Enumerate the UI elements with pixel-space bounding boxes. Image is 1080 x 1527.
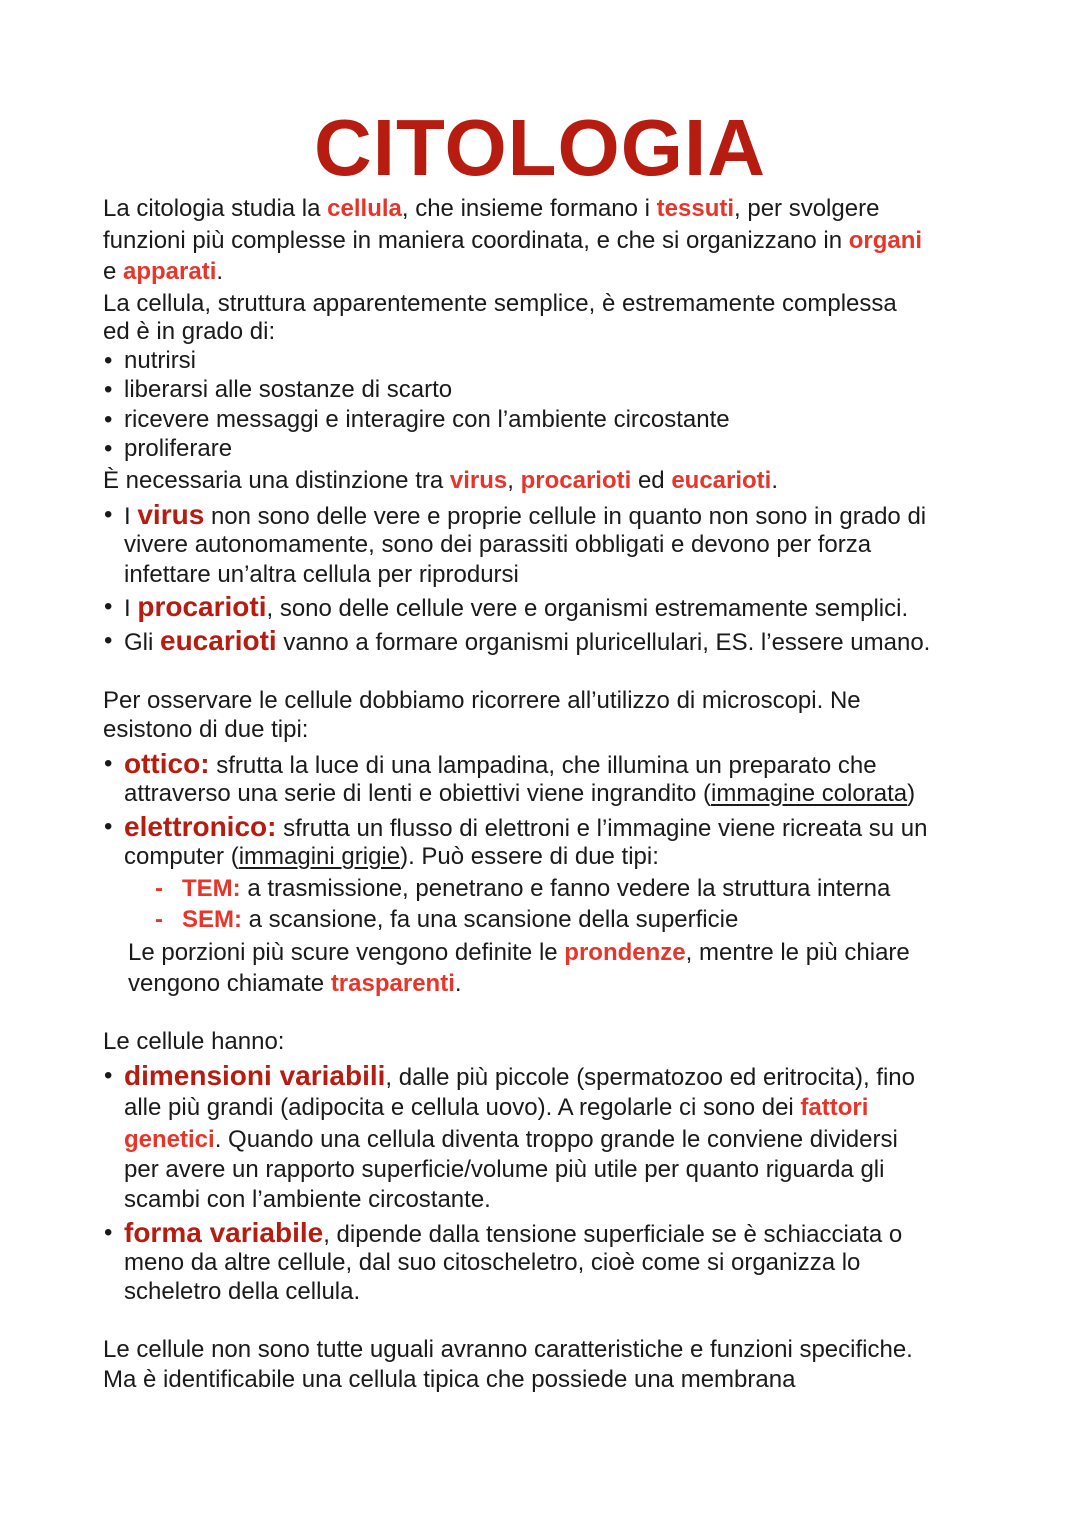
text-line [124, 1125, 898, 1155]
text-segment: I [124, 595, 138, 622]
underlined-text: immagine colorata [711, 780, 908, 807]
highlighted-term: virus [449, 467, 508, 494]
highlighted-term: SEM: [182, 906, 242, 933]
text-line [124, 530, 871, 560]
text-line [124, 1185, 491, 1215]
text-segment: Ma è identificabile una cellula tipica che possiede una membrana [103, 1366, 796, 1393]
text-segment: computer ( [124, 843, 239, 870]
text-segment: La cellula, struttura apparentemente semplice, è estremamente complessa [103, 290, 897, 317]
highlighted-term: organi [848, 227, 923, 254]
highlighted-term: TEM: [182, 875, 241, 902]
highlighted-term: fattori [800, 1094, 869, 1121]
text-segment: esistono di due tipi: [103, 716, 309, 743]
highlighted-term: cellula [327, 195, 402, 222]
paragraph-line [103, 686, 861, 716]
highlighted-term: apparati [123, 258, 217, 285]
underlined-text: immagini grigie [238, 843, 401, 870]
text-segment: non sono delle vere e proprie cellule in quanto non sono in grado di [204, 503, 927, 530]
list-item [124, 812, 927, 844]
text-line [124, 1155, 884, 1185]
highlighted-term: virus [137, 499, 205, 530]
highlighted-term: trasparenti [330, 970, 455, 997]
bullet-icon: • [104, 750, 113, 777]
bullet-icon: • [104, 593, 113, 620]
text-line [124, 1093, 868, 1123]
highlighted-term: forma variabile [124, 1217, 324, 1248]
bullet-icon: • [104, 1062, 113, 1089]
list-item [124, 405, 730, 435]
text-segment: liberarsi alle sostanze di scarto [124, 376, 453, 403]
paragraph-line [103, 257, 223, 287]
text-segment: vanno a formare organismi pluricellulari, ES. l’essere umano. [276, 629, 931, 656]
text-line [182, 874, 890, 904]
bullet-icon: • [104, 347, 113, 374]
text-segment: . Quando una cellula diventa troppo grande le conviene dividersi [214, 1126, 898, 1153]
highlighted-term: tessuti [656, 195, 735, 222]
bullet-icon: • [104, 406, 113, 433]
text-segment: , [507, 467, 521, 494]
text-segment: , mentre le più chiare [685, 939, 910, 966]
bullet-icon: • [104, 627, 113, 654]
text-line [128, 969, 462, 999]
text-segment: Le cellule hanno: [103, 1028, 285, 1055]
highlighted-term: eucarioti [160, 625, 277, 656]
highlighted-term: eucarioti [671, 467, 772, 494]
list-item [124, 434, 232, 464]
text-segment: . [454, 970, 462, 997]
highlighted-term: ottico: [124, 748, 210, 779]
text-segment: Le porzioni più scure vengono definite le [128, 939, 565, 966]
text-segment: a trasmissione, penetrano e fanno vedere la struttura interna [240, 875, 891, 902]
text-segment: Gli [124, 629, 160, 656]
text-segment: e [103, 258, 124, 285]
text-segment: a scansione, fa una scansione della superficie [242, 906, 739, 933]
text-segment: È necessaria una distinzione tra [103, 467, 450, 494]
bullet-icon: • [104, 501, 113, 528]
highlighted-term: procarioti [520, 467, 632, 494]
text-segment: funzioni più complesse in maniera coordinata, e che si organizzano in [103, 227, 849, 254]
text-line [124, 842, 659, 872]
text-segment: . [771, 467, 779, 494]
dash-icon: - [155, 906, 163, 933]
text-segment: per avere un rapporto superficie/volume più utile per quanto riguarda gli [124, 1156, 885, 1183]
paragraph-line [103, 466, 778, 496]
highlighted-term: dimensioni variabili [124, 1060, 386, 1091]
text-segment: infettare un’altra cellula per riprodursi [124, 561, 519, 588]
text-segment: La citologia studia la [103, 195, 328, 222]
highlighted-term: genetici [124, 1126, 215, 1153]
text-segment: ricevere messaggi e interagire con l’ambiente circostante [124, 406, 730, 433]
text-segment: Per osservare le cellule dobbiamo ricorrere all’utilizzo di microscopi. Ne [103, 687, 861, 714]
text-segment: alle più grandi (adipocita e cellula uovo). A regolarle ci sono dei [124, 1094, 801, 1121]
text-segment: attraverso una serie di lenti e obiettivi viene ingrandito ( [124, 780, 711, 807]
text-line [124, 779, 915, 809]
text-line [124, 1277, 360, 1307]
text-segment: , dalle più piccole (spermatozoo ed eritrocita), fino [385, 1064, 915, 1091]
list-item [124, 500, 926, 532]
text-segment: scambi con l’ambiente circostante. [124, 1186, 491, 1213]
text-segment: . [216, 258, 224, 285]
highlighted-term: elettronico: [124, 811, 277, 842]
text-line [128, 938, 910, 968]
dash-icon: - [155, 875, 163, 902]
highlighted-term: prondenze [564, 939, 686, 966]
text-line [124, 560, 519, 590]
text-segment: I [124, 503, 138, 530]
text-segment: , per svolgere [734, 195, 880, 222]
page-title: CITOLOGIA [314, 103, 766, 192]
text-line [124, 1248, 860, 1278]
text-segment: nutrirsi [124, 347, 197, 374]
highlighted-term: procarioti [137, 591, 267, 622]
text-segment: ) [907, 780, 916, 807]
list-item [124, 1218, 902, 1250]
bullet-icon: • [104, 435, 113, 462]
text-segment: Le cellule non sono tutte uguali avranno caratteristiche e funzioni specifiche. [103, 1336, 913, 1363]
text-segment: , che insieme formano i [401, 195, 657, 222]
list-item [124, 1061, 915, 1093]
paragraph-line [103, 226, 922, 256]
bullet-icon: • [104, 813, 113, 840]
text-segment: proliferare [124, 435, 233, 462]
text-segment: ed [631, 467, 672, 494]
paragraph-line [103, 289, 897, 319]
paragraph-line [103, 1365, 795, 1395]
bullet-icon: • [104, 1219, 113, 1246]
text-segment: sfrutta un flusso di elettroni e l’immagine viene ricreata su un [276, 815, 928, 842]
text-line [182, 905, 738, 935]
paragraph-line [103, 194, 879, 224]
text-segment: sfrutta la luce di una lampadina, che illumina un preparato che [209, 752, 877, 779]
paragraph-line [103, 317, 275, 347]
list-item [124, 592, 908, 624]
text-segment: ). Può essere di due tipi: [400, 843, 659, 870]
text-segment: , sono delle cellule vere e organismi estremamente semplici. [266, 595, 909, 622]
bullet-icon: • [104, 376, 113, 403]
list-item [124, 375, 452, 405]
paragraph-line [103, 1335, 913, 1365]
text-segment: ed è in grado di: [103, 318, 276, 345]
list-item [124, 749, 877, 781]
list-item [124, 626, 930, 658]
text-segment: , dipende dalla tensione superficiale se è schiacciata o [323, 1221, 903, 1248]
text-segment: meno da altre cellule, dal suo citoscheletro, cioè come si organizza lo [124, 1249, 861, 1276]
paragraph-line [103, 715, 308, 745]
paragraph-line [103, 1027, 284, 1057]
list-item [124, 346, 196, 376]
text-segment: vengono chiamate [128, 970, 331, 997]
text-segment: vivere autonomamente, sono dei parassiti obbligati e devono per forza [124, 531, 872, 558]
text-segment: scheletro della cellula. [124, 1278, 361, 1305]
